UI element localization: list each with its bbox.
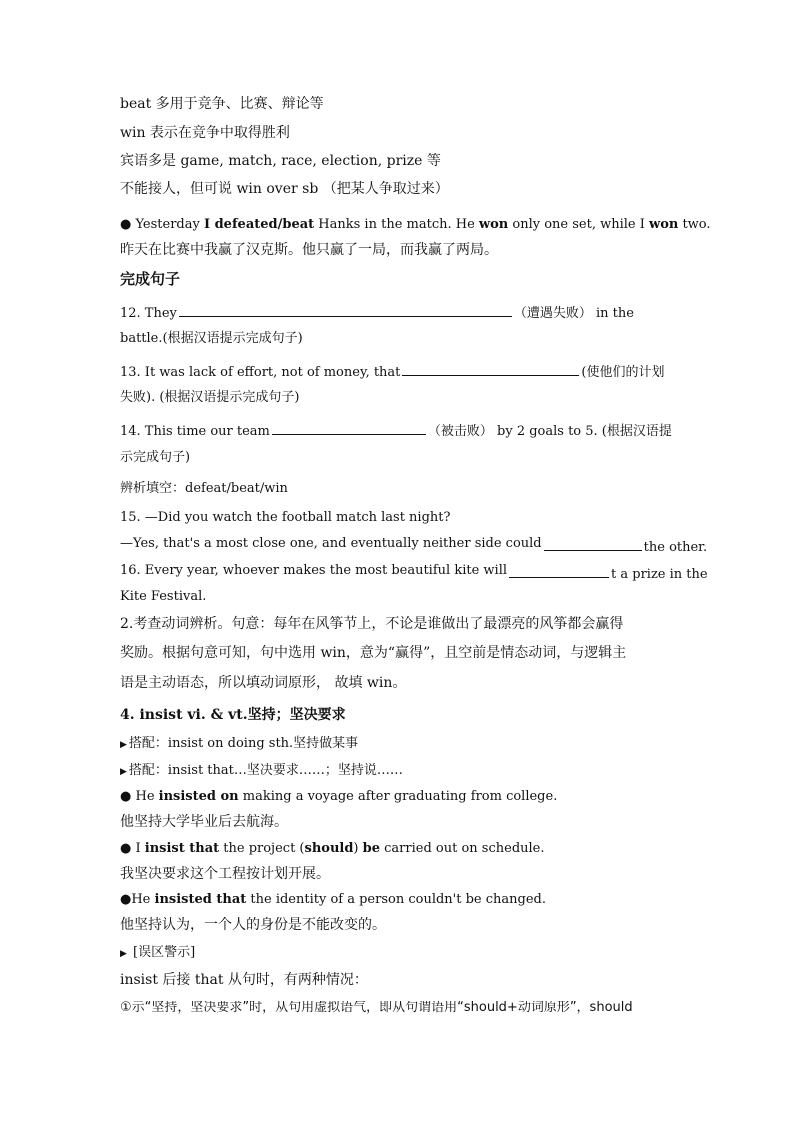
bullet: ● [120, 892, 132, 907]
question-16: 16. Every year, whoever makes the most beautiful kite will t a prize in the [120, 563, 708, 582]
bullet: ● [120, 217, 132, 232]
insist-rule-intro: insist 后接 that 从句时，有两种情况： [120, 972, 368, 988]
question-12: 12. They （遭遇失败） in the [120, 303, 634, 320]
answer-blank[interactable] [544, 537, 642, 551]
insist-example-1-translation: 他坚持大学毕业后去航海。 [120, 814, 288, 830]
answer-explanation-line-2: 奖励。根据句意可知，句中选用 win，意为“赢得”，且空前是情态动词，与逻辑主 [120, 645, 627, 661]
bullet: ● [120, 789, 132, 804]
answer-blank[interactable] [272, 421, 426, 435]
insist-collocation-1: ▶ 搭配：insist on doing sth.坚持做某事 [120, 736, 359, 751]
question-13-cont: 失败). (根据汉语提示完成句子) [120, 390, 300, 405]
question-15-answer: —Yes, that's a most close one, and eventually neither side could the other. [120, 536, 708, 555]
triangle-icon: ▶ [120, 740, 127, 750]
win-over-line: 不能接人，但可说 win over sb （把某人争取过来） [120, 181, 449, 197]
insist-example-2-translation: 我坚决要求这个工程按计划开展。 [120, 866, 330, 882]
question-16-cont: Kite Festival. [120, 589, 207, 604]
answer-blank[interactable] [402, 362, 579, 376]
insist-example-3-translation: 他坚持认为，一个人的身份是不能改变的。 [120, 917, 386, 933]
section-title: 完成句子 [120, 270, 181, 288]
insist-heading: 4. insist vi. & vt.坚持；坚决要求 [120, 707, 346, 723]
bullet: ● [120, 841, 132, 856]
question-14-cont: 示完成句子) [120, 450, 191, 465]
beat-usage-line: beat 多用于竞争、比赛、辩论等 [120, 96, 324, 112]
insist-example-1: ● He insisted on making a voyage after graduating from college. [120, 789, 558, 804]
insist-example-2: ● I insist that the project (should) be carried out on schedule. [120, 841, 545, 856]
insist-example-3: ●He insisted that the identity of a person couldn't be changed. [120, 892, 546, 907]
fill-in-title: 辨析填空：defeat/beat/win [120, 481, 288, 496]
win-objects-line: 宾语多是 game, match, race, election, prize 等 [120, 153, 441, 169]
answer-blank[interactable] [179, 303, 512, 317]
question-14: 14. This time our team （被击败） by 2 goals to 5. (根据汉语提 [120, 421, 672, 438]
example-defeat-sentence: ● Yesterday I defeated/beat Hanks in the match. He won only one set, while I won two. [120, 217, 711, 232]
question-13: 13. It was lack of effort, not of money, that (使他们的计划 [120, 362, 665, 379]
insist-collocation-2: ▶ 搭配：insist that…坚决要求……；坚持说…… [120, 763, 403, 778]
answer-explanation-line-3: 语是主动语态，所以填动词原形， 故填 win。 [120, 675, 407, 691]
triangle-icon: ▶ [120, 767, 127, 777]
mistake-warning-label: ▶ [误区警示] [120, 945, 196, 960]
example-defeat-translation: 昨天在比赛中我赢了汉克斯。他只赢了一局，而我赢了两局。 [120, 242, 498, 258]
answer-explanation-line-1: 2.考查动词辨析。句意：每年在风筝节上，不论是谁做出了最漂亮的风筝都会赢得 [120, 616, 624, 632]
question-15: 15. —Did you watch the football match last night? [120, 510, 451, 525]
triangle-icon: ▶ [120, 949, 127, 959]
win-meaning-line: win 表示在竞争中取得胜利 [120, 125, 290, 141]
question-12-cont: battle.(根据汉语提示完成句子) [120, 331, 303, 346]
answer-blank[interactable] [509, 564, 609, 578]
insist-rule-1: ①示“坚持，坚决要求”时，从句用虚拟语气，即从句谓语用“should+动词原形”，should [120, 1001, 633, 1014]
